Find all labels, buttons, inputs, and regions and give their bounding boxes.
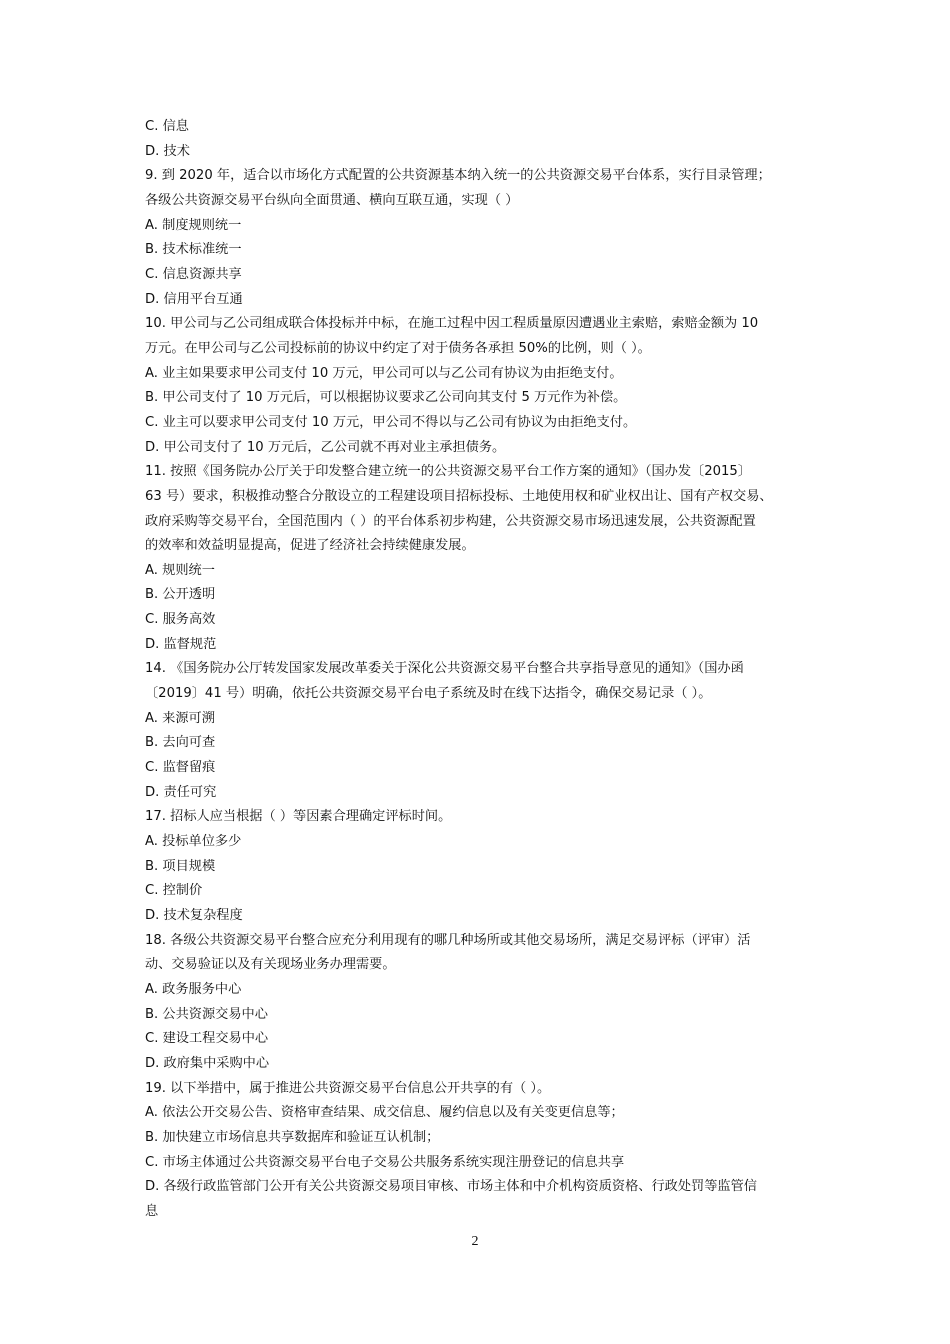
answer-option: A. 制度规则统一: [145, 217, 242, 233]
answer-option: D. 监督规范: [145, 636, 217, 652]
question-q19: [145, 1077, 817, 1225]
answer-option: A. 政务服务中心: [145, 981, 242, 997]
document-body: [145, 115, 817, 1225]
answer-option: B. 去向可查: [145, 735, 216, 751]
answer-option: C. 控制价: [145, 883, 203, 899]
answer-option: A. 依法公开交易公告、资格审查结果、成交信息、履约信息以及有关变更信息等；: [145, 1105, 624, 1121]
answer-option: B. 公共资源交易中心: [145, 1006, 268, 1022]
question-q17: [145, 805, 817, 928]
answer-option: C. 建设工程交易中心: [145, 1031, 269, 1047]
page-number: 2: [471, 1234, 479, 1249]
answer-option: A. 规则统一: [145, 562, 215, 578]
answer-option: C. 信息资源共享: [145, 266, 242, 282]
answer-option: B. 加快建立市场信息共享数据库和验证互认机制；: [145, 1129, 440, 1145]
question-q8-tail: [145, 115, 817, 164]
answer-option: B. 技术标准统一: [145, 242, 242, 258]
answer-option: A. 业主如果要求甲公司支付 10 万元，甲公司可以与乙公司有协议为由拒绝支付。: [145, 365, 623, 381]
question-stem-line: 63 号）要求，积极推动整合分散设立的工程建设项目招标投标、土地使用权和矿业权出让、国有产权交易、: [145, 488, 773, 504]
question-stem-line: 11. 按照《国务院办公厅关于印发整合建立统一的公共资源交易平台工作方案的通知》（国办发〔2015〕: [145, 464, 751, 480]
question-q11: [145, 460, 817, 657]
answer-option: C. 信息: [145, 119, 189, 134]
answer-option: D. 信用平台互通: [145, 291, 243, 307]
question-stem-line: 9. 到 2020 年，适合以市场化方式配置的公共资源基本纳入统一的公共资源交易平台体系，实行目录管理；: [145, 168, 771, 184]
question-q10: [145, 312, 817, 460]
answer-option: D. 政府集中采购中心: [145, 1055, 270, 1071]
answer-option: C. 市场主体通过公共资源交易平台电子交易公共服务系统实现注册登记的信息共享: [145, 1154, 625, 1170]
answer-option: B. 甲公司支付了 10 万元后，可以根据协议要求乙公司向其支付 5 万元作为补偿。: [145, 390, 627, 406]
question-stem-line: 17. 招标人应当根据（ ）等因素合理确定评标时间。: [145, 809, 452, 825]
question-stem-line: 各级公共资源交易平台纵向全面贯通、横向互联互通，实现（ ）: [145, 192, 519, 208]
answer-option: D. 甲公司支付了 10 万元后，乙公司就不再对业主承担债务。: [145, 439, 506, 455]
answer-option: D. 技术: [145, 143, 190, 159]
answer-option: D. 责任可究: [145, 784, 217, 800]
answer-option: A. 来源可溯: [145, 710, 215, 726]
question-q18: [145, 929, 817, 1077]
answer-option: C. 业主可以要求甲公司支付 10 万元，甲公司不得以与乙公司有协议为由拒绝支付。: [145, 414, 637, 430]
answer-option: 息: [145, 1203, 159, 1219]
question-q14: [145, 657, 817, 805]
answer-option: B. 项目规模: [145, 858, 216, 874]
question-stem-line: 〔2019〕41 号）明确，依托公共资源交易平台电子系统及时在线下达指令，确保交易记录（ ）。: [145, 686, 712, 702]
question-stem-line: 18. 各级公共资源交易平台整合应充分利用现有的哪几种场所或其他交易场所，满足交易评标（评审）活: [145, 932, 751, 948]
question-stem-line: 动、交易验证以及有关现场业务办理需要。: [145, 957, 396, 973]
answer-option: C. 监督留痕: [145, 760, 216, 776]
question-stem-line: 19. 以下举措中，属于推进公共资源交易平台信息公开共享的有（ ）。: [145, 1080, 551, 1096]
question-q9: [145, 164, 817, 312]
answer-option: C. 服务高效: [145, 612, 216, 628]
question-stem-line: 10. 甲公司与乙公司组成联合体投标并中标，在施工过程中因工程质量原因遭遇业主索赔，索赔金额为 10: [145, 316, 759, 332]
question-stem-line: 政府采购等交易平台，全国范围内（ ）的平台体系初步构建，公共资源交易市场迅速发展，公共资源配置: [145, 513, 756, 529]
question-stem-line: 的效率和效益明显提高，促进了经济社会持续健康发展。: [145, 538, 475, 554]
answer-option: D. 各级行政监管部门公开有关公共资源交易项目审核、市场主体和中介机构资质资格、行政处罚等监管信: [145, 1179, 757, 1195]
answer-option: B. 公开透明: [145, 587, 216, 603]
question-stem-line: 万元。在甲公司与乙公司投标前的协议中约定了对于债务各承担 50%的比例，则（ ）。: [145, 340, 651, 356]
answer-option: D. 技术复杂程度: [145, 908, 243, 923]
answer-option: A. 投标单位多少: [145, 834, 242, 850]
question-stem-line: 14. 《国务院办公厅转发国家发展改革委关于深化公共资源交易平台整合共享指导意见的通知》（国办函: [145, 661, 744, 677]
